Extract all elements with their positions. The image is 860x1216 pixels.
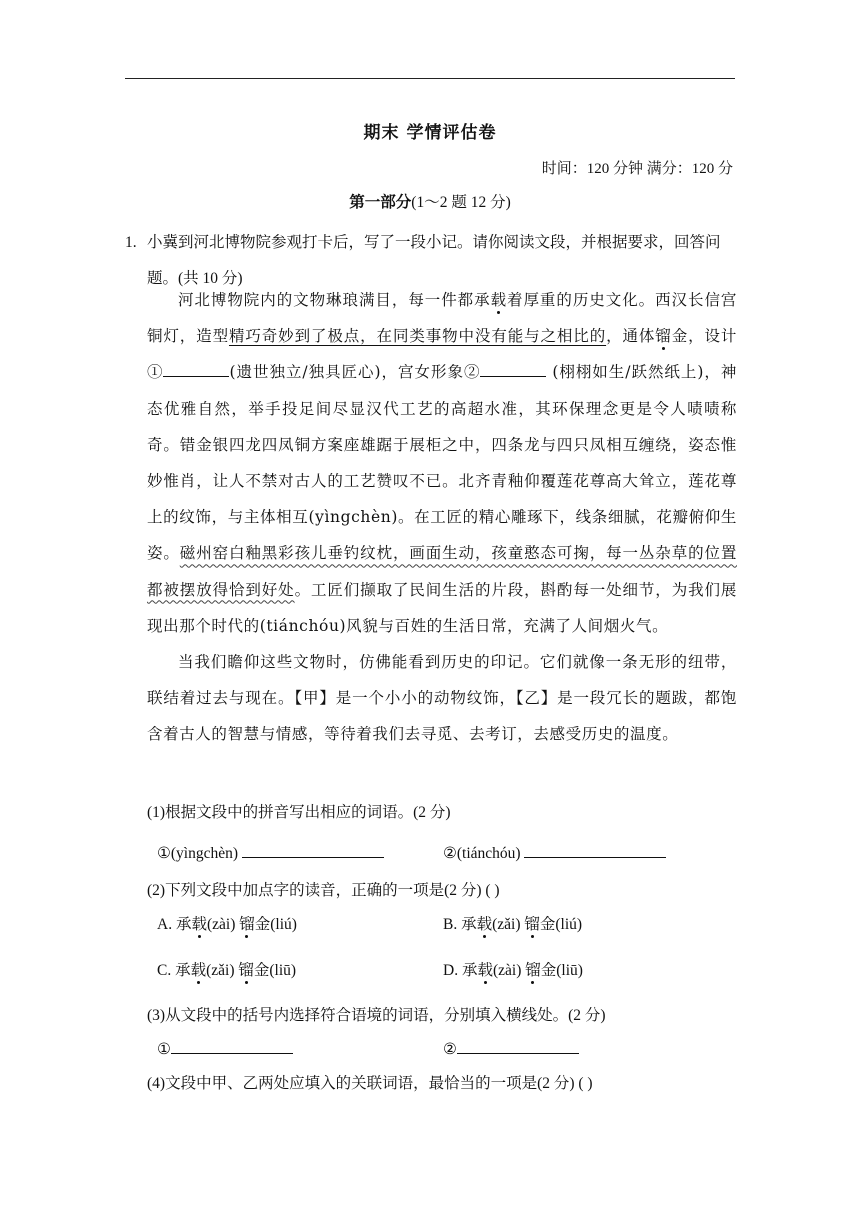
passage-text: 河北博物院内的文物琳琅满目，每一件都承 xyxy=(178,291,491,309)
answer-blank-1[interactable] xyxy=(163,360,229,377)
subquestion-1-item-b xyxy=(443,841,666,863)
dotted-char: 载 xyxy=(490,291,508,309)
dotted-char: 镏 xyxy=(525,962,541,979)
passage-paragraph-1 xyxy=(147,282,737,644)
subquestion-4-prompt: (4)文段中甲、乙两处应填入的关联词语，最恰当的一项是(2 分) ( ) xyxy=(147,1075,593,1092)
item-label: ② xyxy=(443,1041,457,1058)
option-text: 金(liú) xyxy=(539,916,583,933)
item-label: ① xyxy=(157,1041,171,1058)
subquestion-3-item-b xyxy=(443,1037,579,1059)
option-b[interactable] xyxy=(443,912,582,934)
dotted-char: 载 xyxy=(477,962,493,979)
exam-meta: 时间：120 分钟 满分：120 分 xyxy=(541,161,733,177)
item-label: ②(tiánchóu) xyxy=(443,845,521,862)
header-rule xyxy=(125,78,735,79)
passage-text: (遗世独立/独具匠心)，宫女形象② xyxy=(229,363,481,382)
passage-text: 金，设计① xyxy=(147,327,737,382)
passage-text: (栩栩如生/跃然纸上)，神态优雅自然，举手投足间尽显汉代工艺的高超水准，其环保理念更是令人啧啧称奇。错金银四龙四凤铜方案座雄踞于展柜之中，四条龙与四只凤相互缠绕，姿态惟妙惟肖，让人不禁对古人的工艺赞叹不已。北齐青釉仰覆莲花尊高大耸立，莲花尊上的纹饰，与主体相互(yìngchèn)。在工匠的精心雕琢下，线条细腻，花瓣俯仰生姿。 xyxy=(147,363,737,563)
dotted-char: 镏 xyxy=(524,916,540,933)
option-text: (zǎi) xyxy=(206,962,239,979)
option-text: C. 承 xyxy=(157,962,191,979)
subquestion-2-prompt: (2)下列文段中加点字的读音，正确的一项是(2 分) ( ) xyxy=(147,882,500,899)
answer-blank-2[interactable] xyxy=(480,360,546,377)
passage-paragraph-2: 当我们瞻仰这些文物时，仿佛能看到历史的印记。它们就像一条无形的纽带，联结着过去与现在。【甲】是一个小小的动物纹饰，【乙】是一段冗长的题跋，都饱含着古人的智慧与情感，等待着我们去寻觅、去考订，去感受历史的温度。 xyxy=(147,653,737,744)
dotted-char: 镏 xyxy=(655,327,672,346)
passage-text: 。工匠们撷取了民间生活的片段，斟酌每一处细节，为我们展现出那个时代的(tiánchóu)风貌与百姓的生活日常，充满了人间烟火气。 xyxy=(147,580,737,635)
subquestion-3-item-a xyxy=(157,1037,293,1059)
option-c[interactable] xyxy=(157,958,296,980)
dotted-char: 载 xyxy=(476,916,493,933)
dotted-char: 镏 xyxy=(239,916,255,933)
option-a[interactable] xyxy=(157,912,297,934)
answer-blank-yingchen[interactable] xyxy=(242,841,384,858)
passage-text: ，通体 xyxy=(606,327,656,346)
dotted-char: 镏 xyxy=(238,962,254,979)
section-heading xyxy=(0,190,860,212)
option-text: B. 承 xyxy=(443,916,477,933)
dotted-char: 载 xyxy=(191,916,207,933)
option-text: 金(liú) xyxy=(254,916,297,933)
option-d[interactable] xyxy=(443,958,583,980)
item-label: ①(yìngchèn) xyxy=(157,845,239,862)
option-text: (zài) xyxy=(206,916,240,933)
subquestion-3-prompt: (3)从文段中的括号内选择符合语境的词语，分别填入横线处。(2 分) xyxy=(147,1007,606,1024)
option-text: 金(liū) xyxy=(540,962,583,979)
option-text: 金(liū) xyxy=(253,962,297,979)
question-number: 1. xyxy=(125,234,137,251)
answer-blank-3a[interactable] xyxy=(171,1037,293,1054)
underlined-phrase: 精巧奇妙到了极点，在同类事物中没有能与之相比的 xyxy=(228,327,607,346)
dotted-char: 载 xyxy=(190,962,207,979)
section-label: 第一部分 xyxy=(349,194,412,211)
wavy-underlined-phrase: 磁州窑白釉黑彩孩儿垂钓纹枕，画面生动，孩童憨态可掬，每一丛杂草的位置都被摆放得恰到好处 xyxy=(147,544,737,599)
exam-title: 期末 学情评估卷 xyxy=(363,123,497,143)
option-text: (zǎi) xyxy=(492,916,525,933)
question-prompt: 小冀到河北博物院参观打卡后，写了一段小记。请你阅读文段，并根据要求，回答问题。(共 10 分) xyxy=(147,234,721,287)
subquestion-1-item-a xyxy=(157,841,384,863)
passage-text: 着厚重的历史文化。西汉长信宫铜灯，造型 xyxy=(147,291,737,346)
option-text: D. 承 xyxy=(443,962,478,979)
option-text: A. 承 xyxy=(157,916,192,933)
option-text: (zài) xyxy=(492,962,526,979)
answer-blank-tianchou[interactable] xyxy=(524,841,666,858)
subquestion-1-prompt: (1)根据文段中的拼音写出相应的词语。(2 分) xyxy=(147,804,451,821)
section-range: (1～2 题 12 分) xyxy=(411,194,511,211)
reading-passage xyxy=(147,282,737,753)
answer-blank-3b[interactable] xyxy=(457,1037,579,1054)
